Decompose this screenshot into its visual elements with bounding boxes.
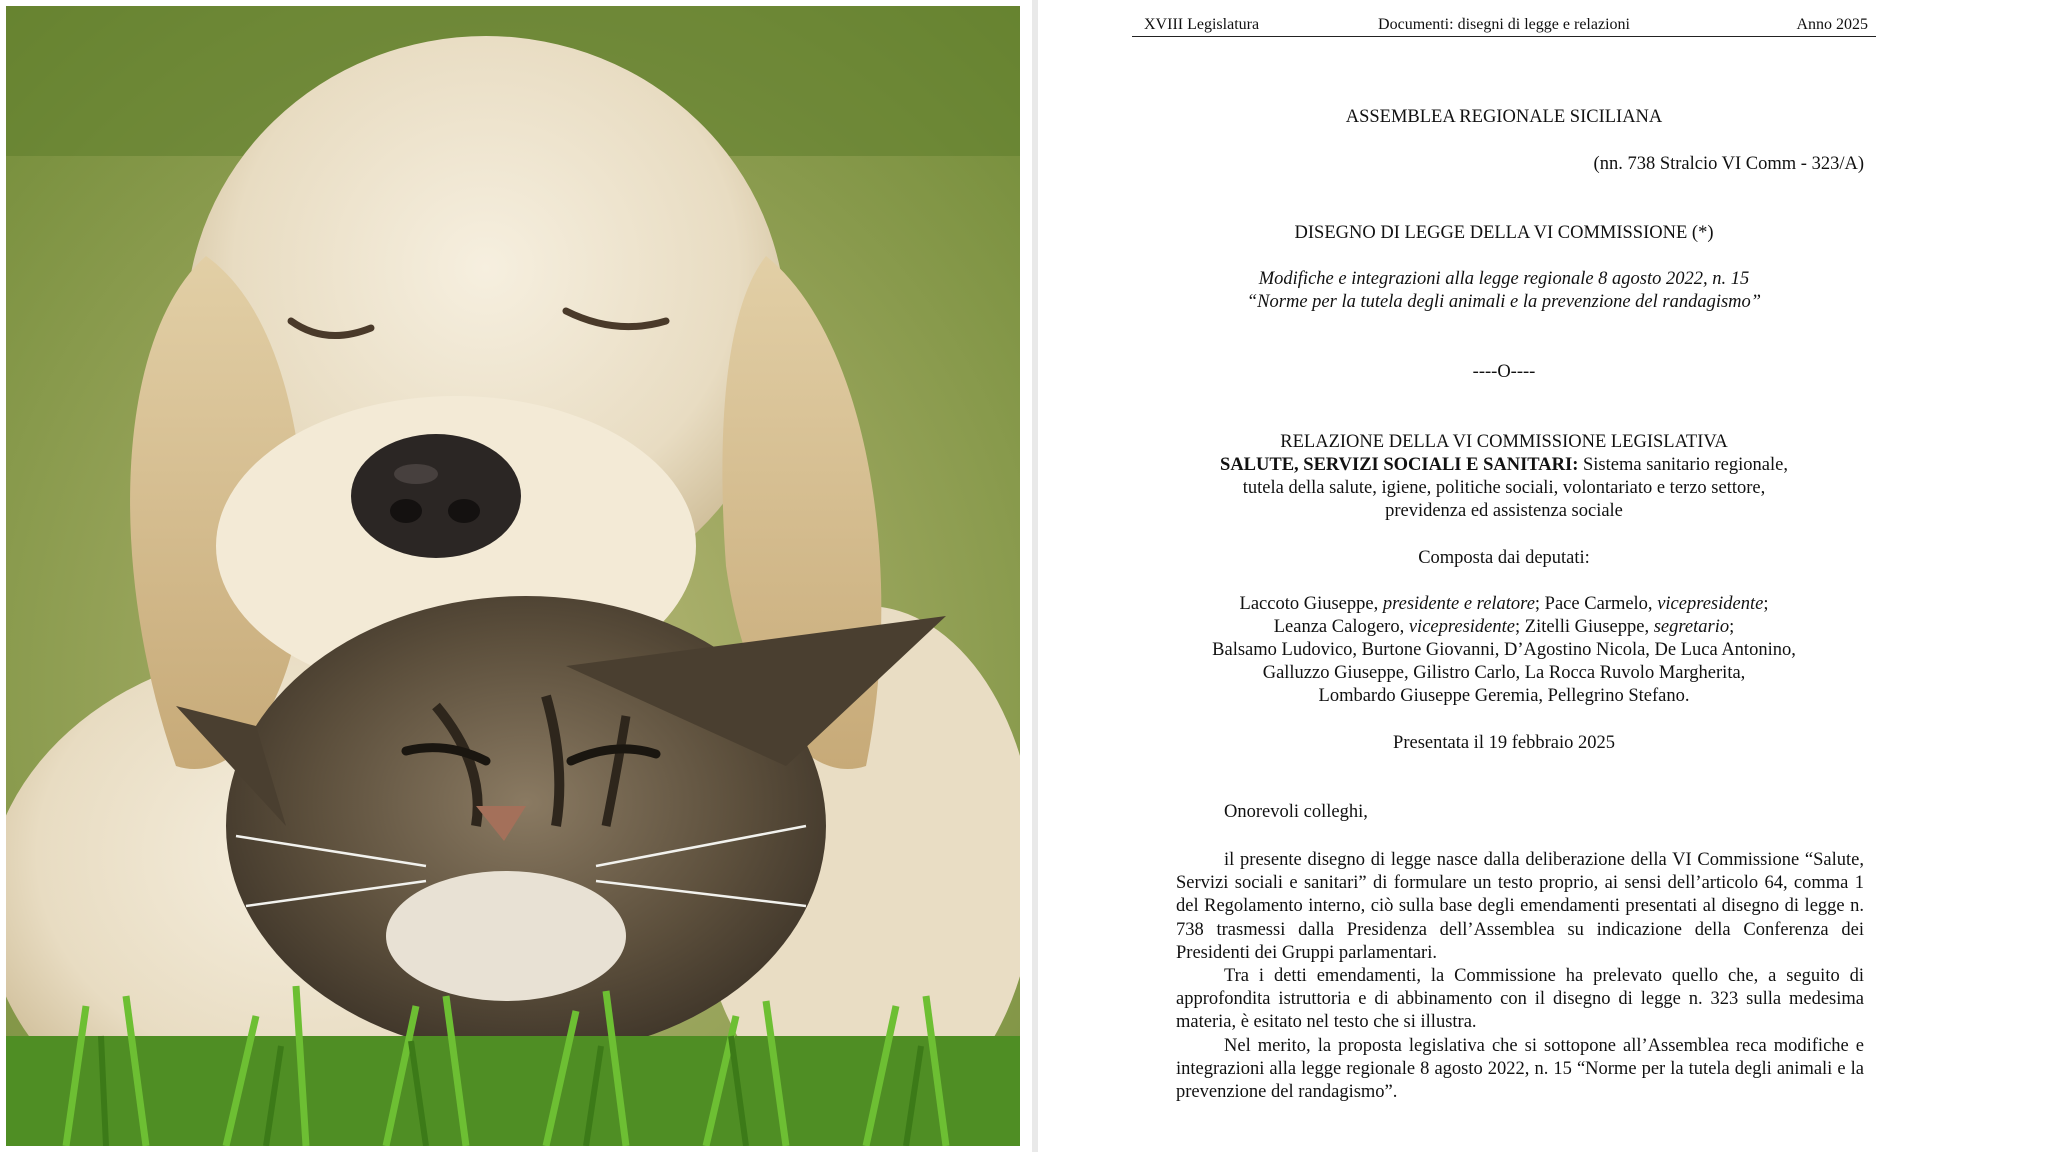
separator: ----O----: [1472, 362, 1536, 382]
paragraph-1: il presente disegno di legge nasce dalla deliberazione della VI Commissione “Salute, Servizi sociali e sanitari” di formulare un testo proprio, ai sensi dell’articolo 64, comma 1 del Regolamento interno, ciò sulla base degli emendamenti presentati al disegno di legge n. 738 trasmessi dalla Presidenza dell’Assemblea su indicazione della Conferenza dei Presidenti dei Gruppi parlamentari.: [1176, 850, 1864, 963]
panel-divider: [1032, 0, 1038, 1152]
salutation: Onorevoli colleghi,: [1224, 802, 1368, 822]
bill-title: DISEGNO DI LEGGE DELLA VI COMMISSIONE (*): [1294, 223, 1714, 243]
member-text: ; Pace Carmelo,: [1534, 594, 1658, 614]
member-role: presidente e relatore: [1382, 594, 1535, 614]
composed-label: Composta dai deputati:: [1418, 548, 1590, 568]
report-commission: [1132, 455, 1876, 476]
member-text: Laccoto Giuseppe,: [1239, 594, 1383, 614]
report-line-4: previdenza ed assistenza sociale: [1385, 501, 1623, 521]
running-header: [1132, 14, 1876, 37]
header-year: Anno 2025: [1796, 16, 1868, 33]
presentation-date: Presentata il 19 febbraio 2025: [1393, 733, 1615, 753]
header-section: Documenti: disegni di legge e relazioni: [1378, 16, 1630, 33]
assembly-name: ASSEMBLEA REGIONALE SICILIANA: [1345, 107, 1663, 127]
subtitle-line-1: Modifiche e integrazioni alla legge regionale 8 agosto 2022, n. 15: [1258, 269, 1750, 289]
commission-scope: Sistema sanitario regionale,: [1578, 455, 1788, 475]
subtitle-line-2: “Norme per la tutela degli animali e la prevenzione del randagismo”: [1246, 292, 1762, 312]
member-role: segretario: [1653, 617, 1730, 637]
members-line-4: Galluzzo Giuseppe, Gilistro Carlo, La Rocca Ruvolo Margherita,: [1262, 663, 1746, 683]
header-legislature: XVIII Legislatura: [1144, 16, 1260, 33]
members-line-5: Lombardo Giuseppe Geremia, Pellegrino Stefano.: [1318, 686, 1690, 706]
member-role: vicepresidente: [1657, 594, 1764, 614]
member-role: vicepresidente: [1408, 617, 1515, 637]
commission-name: SALUTE, SERVIZI SOCIALI E SANITARI:: [1220, 455, 1579, 475]
member-text: Leanza Calogero,: [1273, 617, 1409, 637]
members-line-2: [1132, 617, 1876, 638]
member-text: ; Zitelli Giuseppe,: [1515, 617, 1654, 637]
paragraph-2: Tra i detti emendamenti, la Commissione ha prelevato quello che, a seguito di approfondita istruttoria e di abbinamento con il disegno di legge n. 323 sulla medesima materia, è esitato nel testo che si illustra.: [1176, 966, 1864, 1033]
member-text: ;: [1729, 617, 1735, 637]
body-text: [1176, 849, 1864, 1104]
members-line-1: [1132, 594, 1876, 615]
photo-illustration: [6, 6, 1020, 1146]
paragraph-3: Nel merito, la proposta legislativa che si sottopone all’Assemblea reca modifiche e integrazioni alla legge regionale 8 agosto 2022, n. 15 “Norme per la tutela degli animali e la prevenzione del randagismo”.: [1176, 1035, 1864, 1103]
report-title: RELAZIONE DELLA VI COMMISSIONE LEGISLATIVA: [1280, 432, 1728, 452]
member-text: ;: [1763, 594, 1769, 614]
bill-reference: (nn. 738 Stralcio VI Comm - 323/A): [1593, 154, 1864, 174]
photo-puppy-and-cat: [6, 6, 1020, 1146]
report-line-3: tutela della salute, igiene, politiche sociali, volontariato e terzo settore,: [1242, 478, 1766, 498]
document-page: [1040, 0, 2048, 1152]
members-line-3: Balsamo Ludovico, Burtone Giovanni, D’Agostino Nicola, De Luca Antonino,: [1212, 640, 1796, 660]
